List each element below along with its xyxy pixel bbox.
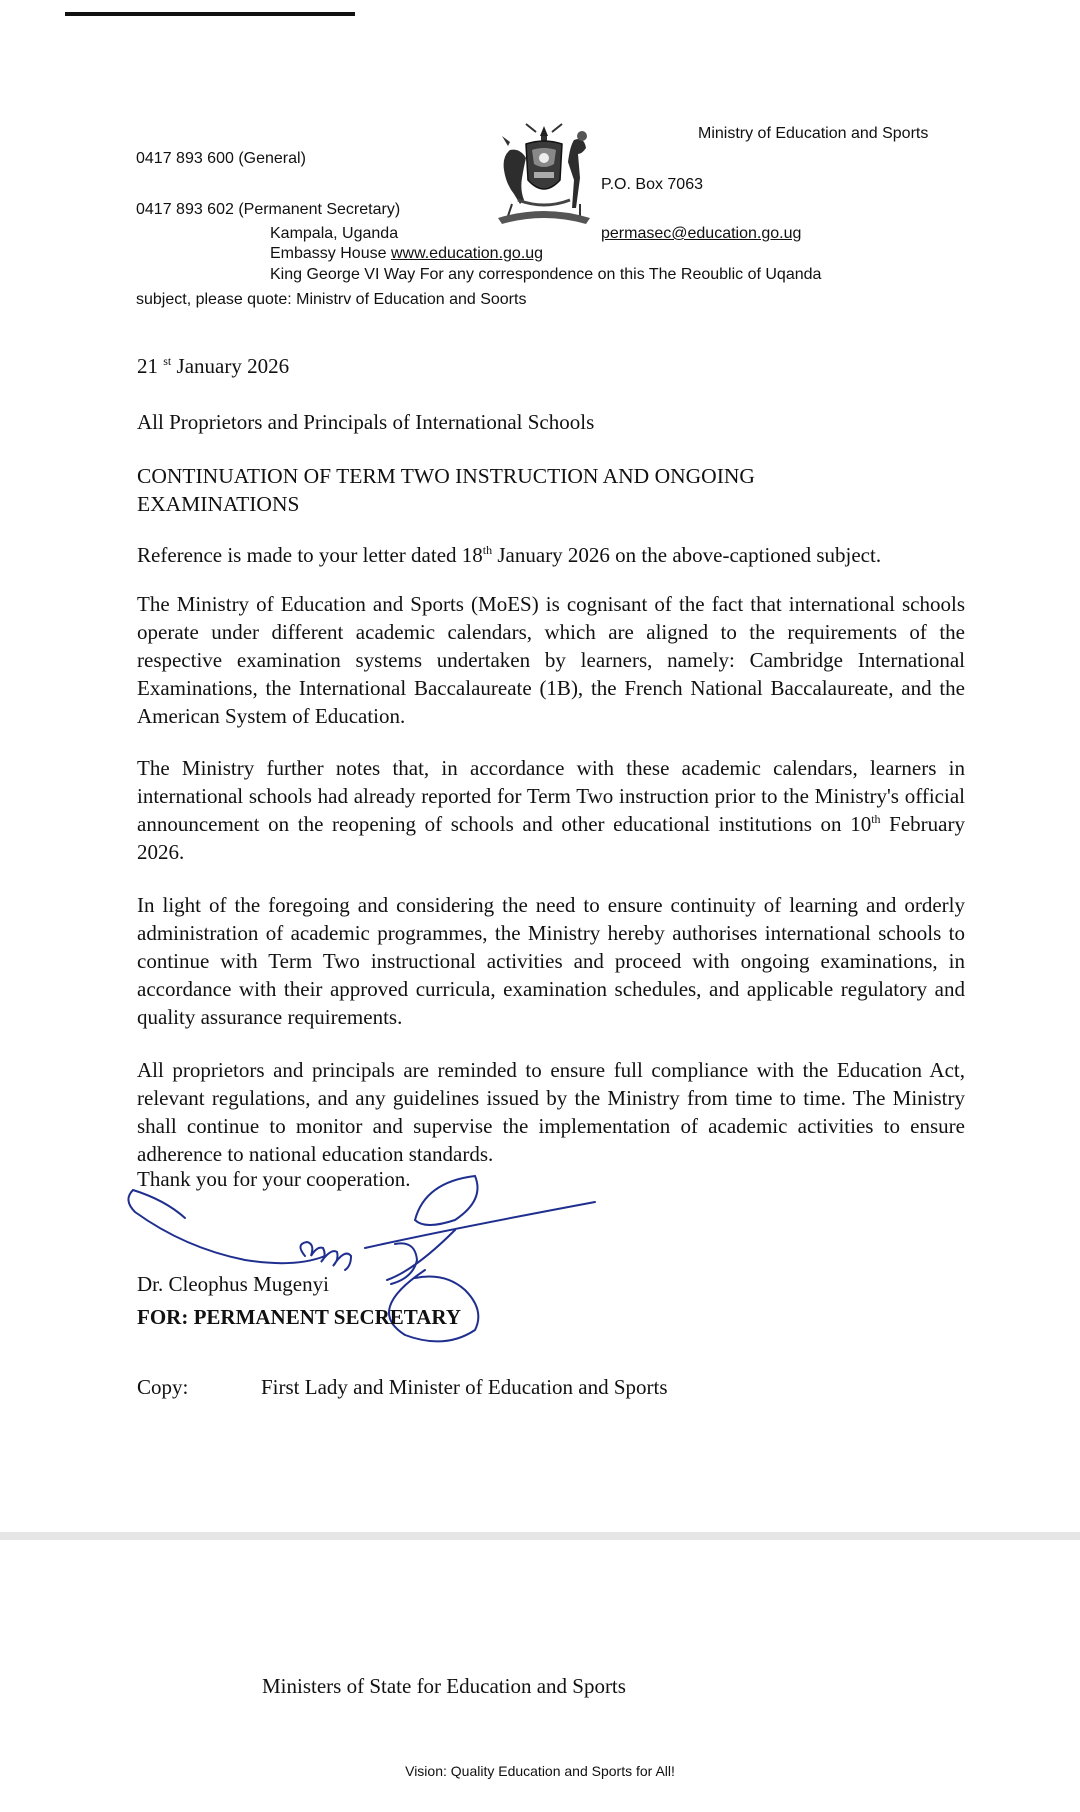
email-link[interactable]: permasec@education.go.ug	[601, 225, 802, 242]
address-building	[270, 244, 543, 264]
footer-vision: Vision: Quality Education and Sports for All!	[405, 1763, 675, 1779]
copy-recipient-2: Ministers of State for Education and Sports	[262, 1674, 626, 1698]
subject-heading	[137, 462, 755, 518]
paragraph-4: All proprietors and principals are reminded to ensure full compliance with the Education Act, relevant regulations, and any guidelines issued by the Ministry from time to time. The Ministry shall continue to monitor and supervise the implementation of academic activities to ensure adherence to national education standards.	[137, 1058, 965, 1166]
street-line: King George VI Way For any correspondence on this The Reoublic of Uqanda	[270, 266, 822, 283]
building-name: Embassy House	[270, 245, 387, 262]
date-month-year: January 2026	[176, 354, 290, 378]
paragraph-2-sup: th	[871, 812, 881, 826]
phone-general: 0417 893 600 (General)	[136, 150, 306, 167]
city: Kampala, Uganda	[270, 225, 399, 242]
po-box: P.O. Box 7063	[601, 176, 703, 193]
signatory-title: FOR: PERMANENT SECRETARY	[137, 1305, 462, 1329]
ministry-name: Ministry of Education and Sports	[698, 125, 929, 142]
reference-paragraph	[137, 541, 881, 569]
date-day: 21	[137, 354, 158, 378]
quote-line: subject, please quote: Ministrv of Education and Soorts	[136, 291, 527, 308]
reference-sup: th	[482, 543, 493, 557]
paragraph-1: The Ministry of Education and Sports (MoES) is cognisant of the fact that international schools operate under different academic calendars, which are aligned to the requirements of the respective examination systems undertaken by learners, namely: Cambridge International Examinations, the International Baccalaureate (1B), the French National Baccalaureate, and the American System of Education.	[137, 592, 965, 728]
phone-permanent-secretary: 0417 893 602 (Permanent Secretary)	[136, 201, 401, 218]
copy-label: Copy:	[137, 1375, 189, 1399]
paragraph-2-text-a: The Ministry further notes that, in accordance with these academic calendars, learners in international schools had already reported for Term Two instruction prior to the Ministry's official announcement on the reopening of schools and other educational institutions on 10	[137, 756, 965, 836]
reference-text-a: Reference is made to your letter dated 18	[137, 543, 483, 567]
signatory-name: Dr. Cleophus Mugenyi	[137, 1272, 329, 1296]
subject-line-1: CONTINUATION OF TERM TWO INSTRUCTION AND ONGOING	[137, 464, 755, 488]
thanks-line: Thank you for your cooperation.	[137, 1167, 411, 1191]
website-link[interactable]: www.education.go.ug	[390, 245, 544, 262]
subject-line-2: EXAMINATIONS	[137, 492, 300, 516]
paragraph-3: In light of the foregoing and considering the need to ensure continuity of learning and orderly administration of academic programmes, the Ministry hereby authorises international schools to continue with Term Two instructional activities and proceed with ongoing examinations, in accordance with their approved curricula, examination schedules, and applicable regulatory and quality assurance requirements.	[137, 893, 965, 1029]
copy-recipient-1: First Lady and Minister of Education and Sports	[261, 1375, 668, 1399]
recipient: All Proprietors and Principals of International Schools	[137, 410, 595, 434]
top-rule	[65, 12, 355, 16]
paragraph-2	[137, 754, 965, 866]
page-break	[0, 1532, 1080, 1540]
paragraph-2-text-b: February 2026.	[137, 812, 965, 864]
uganda-coat-of-arms-icon	[488, 120, 600, 228]
reference-text-b: January 2026 on the above-captioned subject.	[492, 543, 882, 567]
date-suffix: st	[163, 354, 172, 368]
letter-date	[137, 352, 289, 380]
